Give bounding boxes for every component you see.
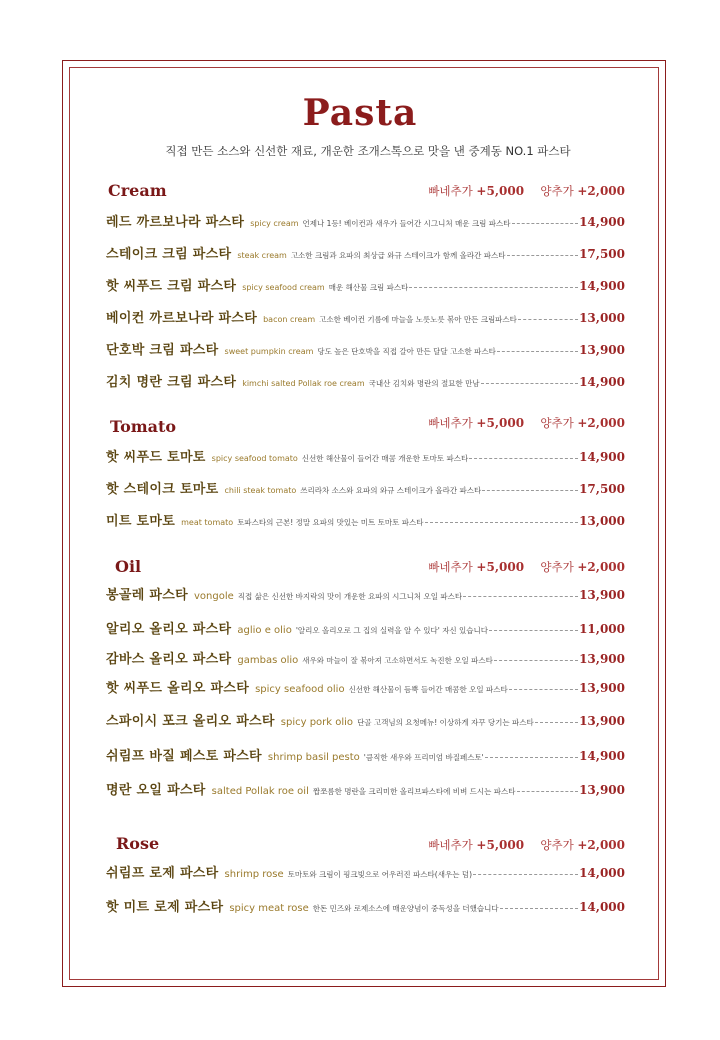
menu-item-description: 쓰리라차 소스와 요파의 와규 스테이크가 올라간 파스타 [300, 486, 482, 495]
leader-dots [497, 351, 578, 352]
menu-item-description: 짭쪼름한 명란을 크리미한 올리브파스타에 비벼 드시는 파스타 [312, 787, 516, 796]
leader-dots [425, 522, 579, 523]
menu-item-name: 봉골레 파스타 [106, 588, 188, 602]
extra-portion-price: +2,000 [577, 416, 625, 430]
menu-item-description: 언제나 1등! 베이컨과 새우가 들어간 시그니처 매운 크림 파스타 [302, 219, 511, 228]
page-title: Pasta [302, 92, 418, 134]
menu-item-name: 핫 씨푸드 토마토 [106, 450, 206, 464]
extra-portion-label: 양추가 [540, 560, 574, 574]
menu-item [106, 745, 625, 763]
menu-item-english: salted Pollak roe oil [211, 786, 309, 797]
extra-portion-price: +2,000 [577, 184, 625, 198]
menu-item-description: 고소한 크림과 요파의 최상급 와규 스테이크가 함께 올라간 파스타 [290, 251, 506, 260]
menu-item-english: chili steak tomato [224, 486, 297, 495]
leader-dots [409, 287, 578, 288]
menu-item [106, 584, 625, 602]
menu-item-price: 14,000 [579, 900, 625, 914]
menu-item [106, 710, 625, 728]
leader-dots [509, 689, 578, 690]
extra-noodle-label: 빠네추가 [428, 416, 473, 430]
menu-item-name: 레드 까르보나라 파스타 [106, 215, 245, 229]
menu-item-description: 국내산 김치와 명란의 절묘한 만남 [368, 379, 480, 388]
menu-item-name: 명란 오일 파스타 [106, 783, 206, 797]
menu-item-description: 새우와 마늘이 잘 볶아져 고소하면서도 녹진한 오일 파스타 [302, 656, 493, 665]
menu-item-description: 토파스타의 근본! 정말 요파의 맛있는 미트 토마토 파스타 [237, 518, 424, 527]
extra-portion-label: 양추가 [540, 838, 574, 852]
category-extras-cream [428, 183, 625, 199]
menu-item [106, 275, 625, 293]
menu-item-description: 한돈 민즈와 로제소스에 매운양념이 중독성을 더했습니다 [312, 904, 499, 913]
menu-item-description: '큼직한 새우와 프리미엄 바질페스토' [363, 753, 484, 762]
menu-item-description: 신선한 해산물이 들어간 매콤 개운한 토마토 파스타 [301, 454, 469, 463]
menu-item-price: 14,900 [579, 450, 625, 464]
menu-item-description: '알리오 올리오로 그 집의 실력을 알 수 있다' 자신 있습니다 [295, 626, 489, 635]
menu-item-name: 핫 씨푸드 올리오 파스타 [106, 681, 250, 695]
menu-item-price: 13,000 [579, 514, 625, 528]
menu-item [106, 862, 625, 880]
leader-dots [517, 791, 579, 792]
menu-item [106, 371, 625, 389]
menu-item-english: aglio e olio [237, 625, 292, 636]
menu-item-name: 베이컨 까르보나라 파스타 [106, 311, 258, 325]
extra-portion-price: +2,000 [577, 560, 625, 574]
menu-item [106, 896, 625, 914]
menu-item-description: 신선한 해산물이 듬뿍 들어간 매콤한 오일 파스타 [348, 685, 508, 694]
menu-item-price: 17,500 [579, 247, 625, 261]
leader-dots [500, 908, 578, 909]
menu-item-price: 13,900 [579, 343, 625, 357]
category-title-oil: Oil [115, 557, 142, 576]
menu-item [106, 307, 625, 325]
menu-item-name: 핫 미트 로제 파스타 [106, 900, 224, 914]
menu-item-price: 13,900 [579, 714, 625, 728]
menu-item [106, 478, 625, 496]
extra-portion-price: +2,000 [577, 838, 625, 852]
menu-item-english: spicy seafood cream [242, 283, 325, 292]
category-title-cream: Cream [108, 181, 167, 200]
menu-item-description: 매운 해산물 크림 파스타 [328, 283, 409, 292]
menu-item-price: 14,900 [579, 375, 625, 389]
leader-dots [535, 722, 578, 723]
menu-item-name: 핫 스테이크 토마토 [106, 482, 219, 496]
menu-item [106, 339, 625, 357]
menu-item-price: 13,900 [579, 681, 625, 695]
menu-item-description: 직접 삶은 신선한 바지락의 맛이 개운한 요파의 시그니처 오일 파스타 [237, 592, 463, 601]
menu-item-english: vongole [193, 591, 234, 602]
menu-item-english: spicy pork olio [280, 717, 354, 728]
menu-item [106, 618, 625, 636]
leader-dots [507, 255, 579, 256]
menu-item [106, 677, 625, 695]
leader-dots [482, 490, 578, 491]
menu-item-english: spicy meat rose [229, 903, 309, 914]
menu-item-name: 핫 씨푸드 크림 파스타 [106, 279, 237, 293]
extra-noodle-price: +5,000 [476, 184, 525, 198]
category-extras-tomato [428, 415, 625, 431]
menu-item-english: spicy seafood olio [255, 684, 345, 695]
extra-noodle-label: 빠네추가 [428, 838, 473, 852]
category-extras-rose [428, 837, 625, 853]
menu-item-name: 스파이시 포크 올리오 파스타 [106, 714, 275, 728]
menu-item-english: spicy cream [250, 219, 299, 228]
menu-item-name: 단호박 크림 파스타 [106, 343, 219, 357]
menu-item-price: 14,900 [579, 215, 625, 229]
menu-item-name: 쉬림프 바질 페스토 파스타 [106, 749, 262, 763]
menu-item [106, 779, 625, 797]
menu-item [106, 243, 625, 261]
extra-portion-label: 양추가 [540, 416, 574, 430]
menu-item-name: 김치 명란 크림 파스타 [106, 375, 237, 389]
menu-item-price: 17,500 [579, 482, 625, 496]
leader-dots [518, 319, 578, 320]
category-extras-oil [428, 559, 625, 575]
leader-dots [463, 596, 578, 597]
leader-dots [494, 660, 578, 661]
menu-item-price: 13,000 [579, 311, 625, 325]
leader-dots [489, 630, 578, 631]
menu-item-price: 13,900 [579, 652, 625, 666]
menu-item-price: 11,000 [579, 622, 625, 636]
extra-noodle-label: 빠네추가 [428, 560, 473, 574]
menu-item-name: 쉬림프 로제 파스타 [106, 866, 219, 880]
menu-item-english: meat tomato [181, 518, 234, 527]
page-subtitle: 직접 만든 소스와 신선한 재료, 개운한 조개스톡으로 맛을 낸 중계동 NO.1 파스타 [165, 144, 571, 158]
menu-item-price: 13,900 [579, 588, 625, 602]
menu-item-name: 스테이크 크림 파스타 [106, 247, 232, 261]
menu-item [106, 446, 625, 464]
menu-item-english: sweet pumpkin cream [224, 347, 314, 356]
extra-noodle-label: 빠네추가 [428, 184, 473, 198]
menu-item-english: shrimp basil pesto [267, 752, 360, 763]
menu-item-price: 13,900 [579, 783, 625, 797]
extra-noodle-price: +5,000 [476, 838, 525, 852]
leader-dots [473, 874, 578, 875]
menu-item-description: 고소한 베이컨 기름에 마늘을 노릇노릇 볶아 만든 크림파스타 [319, 315, 517, 324]
menu-item-description: 당도 높은 단호박을 직접 갈아 만든 달달 고소한 파스타 [317, 347, 496, 356]
menu-item-name: 미트 토마토 [106, 514, 176, 528]
leader-dots [485, 757, 578, 758]
menu-item [106, 648, 625, 666]
menu-item-english: steak cream [237, 251, 287, 260]
menu-item-english: gambas olio [237, 655, 299, 666]
category-title-rose: Rose [116, 834, 160, 853]
extra-noodle-price: +5,000 [476, 416, 525, 430]
menu-item-price: 14,000 [579, 866, 625, 880]
menu-item [106, 211, 625, 229]
menu-item [106, 510, 625, 528]
menu-item-name: 알리오 올리오 파스타 [106, 622, 232, 636]
leader-dots [512, 223, 579, 224]
menu-item-english: bacon cream [263, 315, 316, 324]
menu-item-name: 감바스 올리오 파스타 [106, 652, 232, 666]
menu-item-english: spicy seafood tomato [211, 454, 298, 463]
leader-dots [481, 383, 578, 384]
menu-item-description: 토마토와 크림이 핑크빛으로 어우러진 파스타(새우는 덤) [287, 870, 473, 879]
extra-portion-label: 양추가 [540, 184, 574, 198]
menu-item-english: shrimp rose [224, 869, 284, 880]
category-title-tomato: Tomato [110, 417, 177, 436]
menu-item-english: kimchi salted Pollak roe cream [242, 379, 365, 388]
menu-item-price: 14,900 [579, 749, 625, 763]
extra-noodle-price: +5,000 [476, 560, 525, 574]
menu-item-price: 14,900 [579, 279, 625, 293]
leader-dots [469, 458, 578, 459]
menu-item-description: 단골 고객님의 요청메뉴! 이상하게 자꾸 당기는 파스타 [357, 718, 534, 727]
